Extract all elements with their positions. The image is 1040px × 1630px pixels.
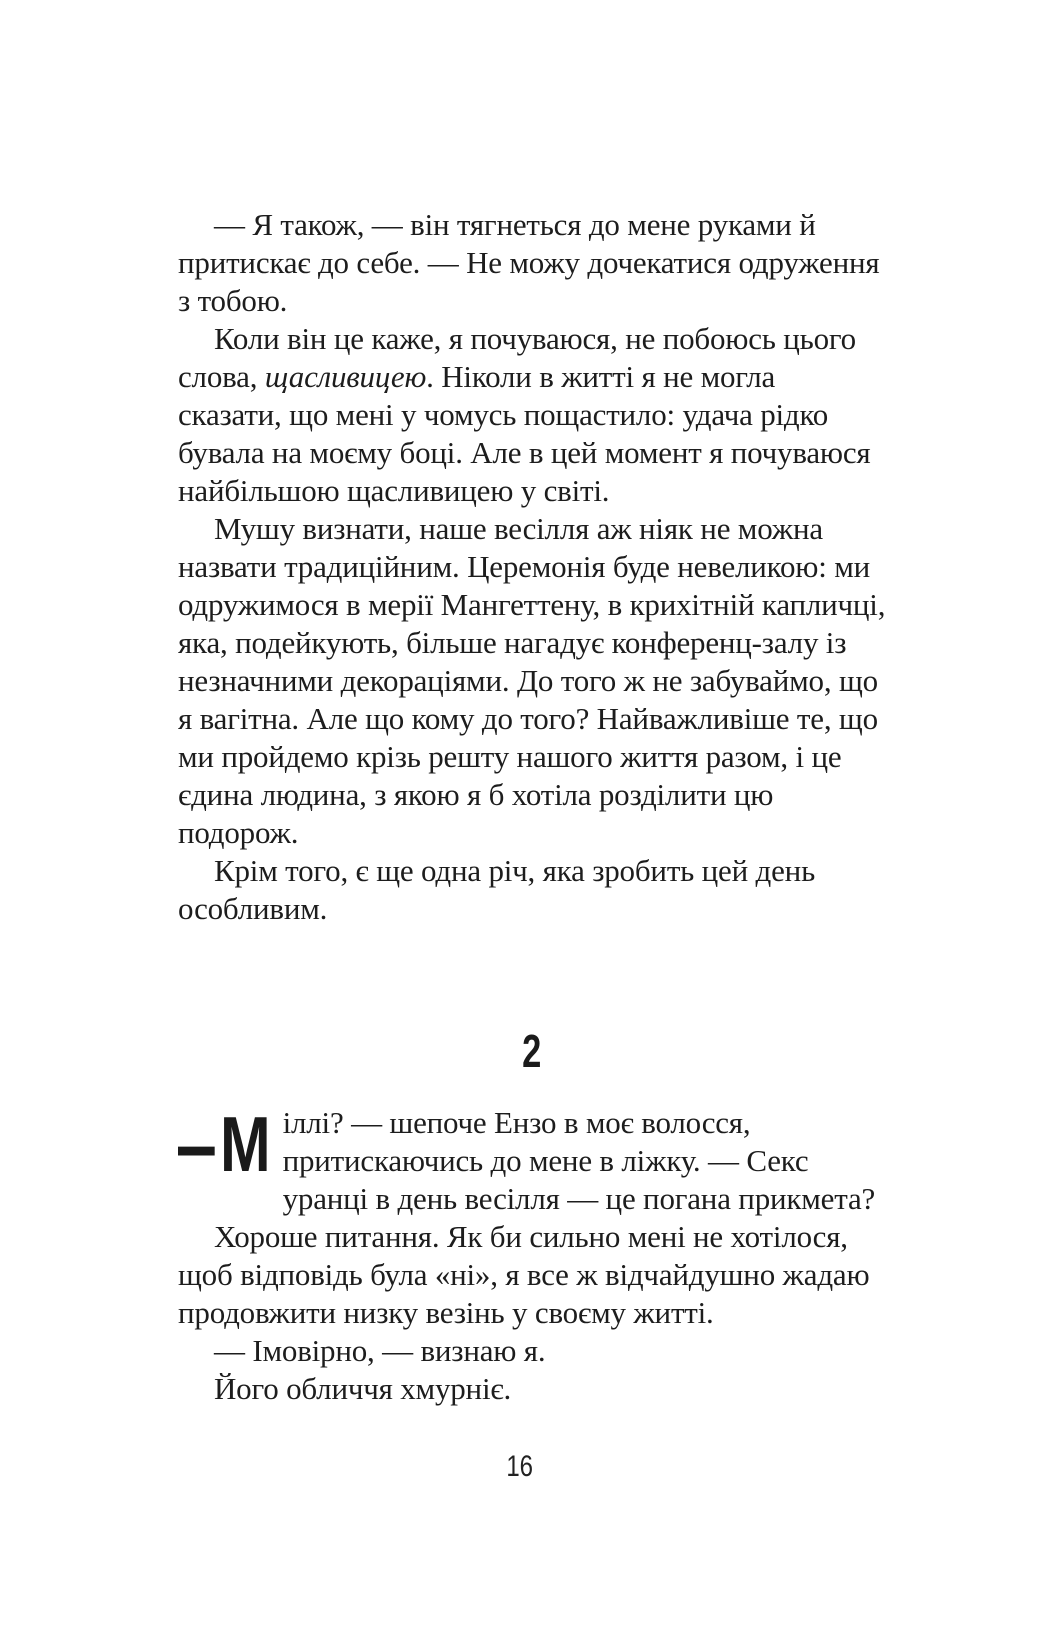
paragraph-face-frowns: Його обличчя хмурніє. [214,1371,512,1406]
paragraph-dialogue-probably: — Імовірно, — визнаю я. [214,1333,546,1368]
chapter-first-paragraph-text: іллі? — шепоче Ензо в моє волосся, притискаючись до мене в ліжку. — Секс уранці в день весілля — це погана прикмета? [282,1105,876,1216]
drop-cap-letter: М [219,1100,271,1188]
drop-cap [178,1093,273,1195]
paragraph-lucky-pre: Коли він це каже, я почуваюся, не побоюсь цього слова, [178,321,856,394]
chapter-first-paragraph [178,1093,886,1218]
paragraph-special: Крім того, є ще одна річ, яка зробить цей день особливим. [178,853,816,926]
drop-cap-dash: — [178,1093,215,1195]
paragraph-wedding: Мушу визнати, наше весілля аж ніяк не можна назвати традиційним. Церемонія буде невеликою: ми одружимося в мерії Мангеттену, в крихітній капличці, яка, подейкують, більше нагадує конференц-залу із незначними декораціями. До того ж не забуваймо, що я вагітна. Але що кому до того? Найважливіше те, що ми пройдемо крізь решту нашого життя разом, і це єдина людина, з якою я б хотіла розділити цю подорож. [178,511,886,850]
paragraph-lucky-post: . Ніколи в житті я не могла сказати, що мені у чомусь пощастило: удача рідко бувала на моєму боці. Але в цей момент я почуваюся найбільшою щасливицею у світі. [178,359,871,508]
page-number: 16 [506,1450,534,1483]
paragraph-dialogue-1: — Я також, — він тягнеться до мене руками й притискає до себе. — Не можу дочекатися одруження з тобою. [178,207,880,318]
page-footer [0,1450,1040,1484]
italic-word-lucky: щасливицею [264,359,427,394]
paragraph-good-question: Хороше питання. Як би сильно мені не хотілося, щоб відповідь була «ні», я все ж відчайдушно жадаю продовжити низку везінь у своєму житті. [178,1219,870,1330]
paragraph-lucky [178,320,886,510]
chapter-heading [178,1026,886,1076]
page-text-block [178,206,886,1408]
chapter-number-digit: 2 [522,1025,542,1077]
